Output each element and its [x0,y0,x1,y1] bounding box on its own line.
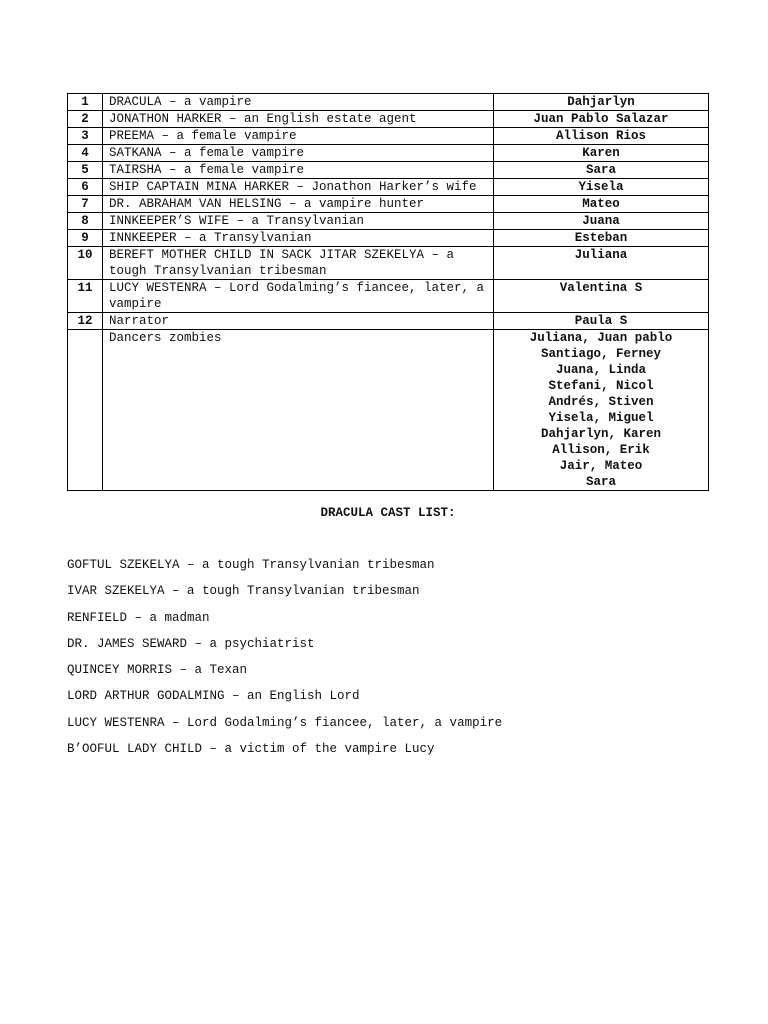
role-description: Narrator [103,313,494,330]
actor-name [494,162,709,179]
role-description: JONATHON HARKER – an English estate agent [103,111,494,128]
actor-name-line: Allison, Erik [552,443,650,457]
actor-name-line: Valentina S [559,281,643,295]
actor-name-line: Juliana [574,248,628,262]
actor-name [494,313,709,330]
cast-row [68,230,709,247]
actor-name [494,330,709,491]
extra-role-item: LUCY WESTENRA – Lord Godalming’s fiancee, later, a vampire [67,715,503,730]
row-number: 6 [68,179,103,196]
row-number: 2 [68,111,103,128]
cast-row [68,247,709,280]
actor-name [494,213,709,230]
actor-name-line: Yisela [578,180,624,194]
cast-table [67,93,709,491]
role-description: LUCY WESTENRA – Lord Godalming’s fiancee, later, a vampire [103,280,494,313]
row-number: 5 [68,162,103,179]
role-description: INNKEEPER – a Transylvanian [103,230,494,247]
role-description: DR. ABRAHAM VAN HELSING – a vampire hunter [103,196,494,213]
cast-row [68,313,709,330]
actor-name-line: Paula S [574,314,628,328]
cast-row [68,280,709,313]
cast-row [68,145,709,162]
actor-name [494,145,709,162]
row-number: 1 [68,94,103,111]
extra-roles-list [67,557,502,767]
role-description: SATKANA – a female vampire [103,145,494,162]
role-description: INNKEEPER’S WIFE – a Transylvanian [103,213,494,230]
row-number: 11 [68,280,103,313]
actor-name-line: Dahjarlyn [567,95,635,109]
role-description: Dancers zombies [103,330,494,491]
actor-name [494,111,709,128]
actor-name-line: Juana [582,214,620,228]
actor-name-line: Stefani, Nicol [548,379,654,393]
cast-row [68,94,709,111]
actor-name [494,196,709,213]
cast-row [68,128,709,145]
row-number: 9 [68,230,103,247]
extra-role-item: IVAR SZEKELYA – a tough Transylvanian tribesman [67,584,420,599]
actor-name-line: Andrés, Stiven [548,395,654,409]
actor-name-line: Karen [582,146,620,160]
cast-table-body [68,94,709,491]
role-description: BEREFT MOTHER CHILD IN SACK JITAR SZEKELYA – a tough Transylvanian tribesman [103,247,494,280]
actor-name-line: Jair, Mateo [559,459,643,473]
actor-name-line: Dahjarlyn, Karen [540,427,662,441]
extra-role-item: DR. JAMES SEWARD – a psychiatrist [67,636,315,651]
cast-row [68,196,709,213]
role-description: DRACULA – a vampire [103,94,494,111]
role-description: SHIP CAPTAIN MINA HARKER – Jonathon Harker’s wife [103,179,494,196]
actor-name-line: Yisela, Miguel [548,411,654,425]
row-number [68,330,103,491]
cast-row [68,179,709,196]
extra-role-item: GOFTUL SZEKELYA – a tough Transylvanian tribesman [67,558,435,572]
row-number: 4 [68,145,103,162]
actor-name-line: Juana, Linda [555,363,646,377]
role-description: TAIRSHA – a female vampire [103,162,494,179]
actor-name-line: Juan Pablo Salazar [533,112,669,126]
extra-role-item: QUINCEY MORRIS – a Texan [67,663,248,678]
actor-name-line: Santiago, Ferney [540,347,662,361]
role-description: PREEMA – a female vampire [103,128,494,145]
cast-row [68,213,709,230]
row-number: 3 [68,128,103,145]
actor-name-line: Juliana, Juan pablo [529,331,673,345]
cast-row [68,162,709,179]
actor-name-line: Sara [585,163,616,177]
actor-name [494,280,709,313]
cast-list-caption: DRACULA CAST LIST: [320,506,456,520]
actor-name-line: Esteban [574,231,628,245]
actor-name-line: Sara [585,475,616,489]
actor-name-line: Allison Rios [555,129,646,143]
row-number: 12 [68,313,103,330]
actor-name [494,94,709,111]
cast-row [68,330,709,491]
extra-role-item: LORD ARTHUR GODALMING – an English Lord [67,689,360,704]
actor-name [494,247,709,280]
actor-name [494,128,709,145]
row-number: 10 [68,247,103,280]
actor-name [494,179,709,196]
cast-row [68,111,709,128]
row-number: 8 [68,213,103,230]
extra-role-item: B’OOFUL LADY CHILD – a victim of the vampire Lucy [67,742,435,757]
row-number: 7 [68,196,103,213]
actor-name-line: Mateo [582,197,620,211]
actor-name [494,230,709,247]
extra-role-item: RENFIELD – a madman [67,610,210,625]
